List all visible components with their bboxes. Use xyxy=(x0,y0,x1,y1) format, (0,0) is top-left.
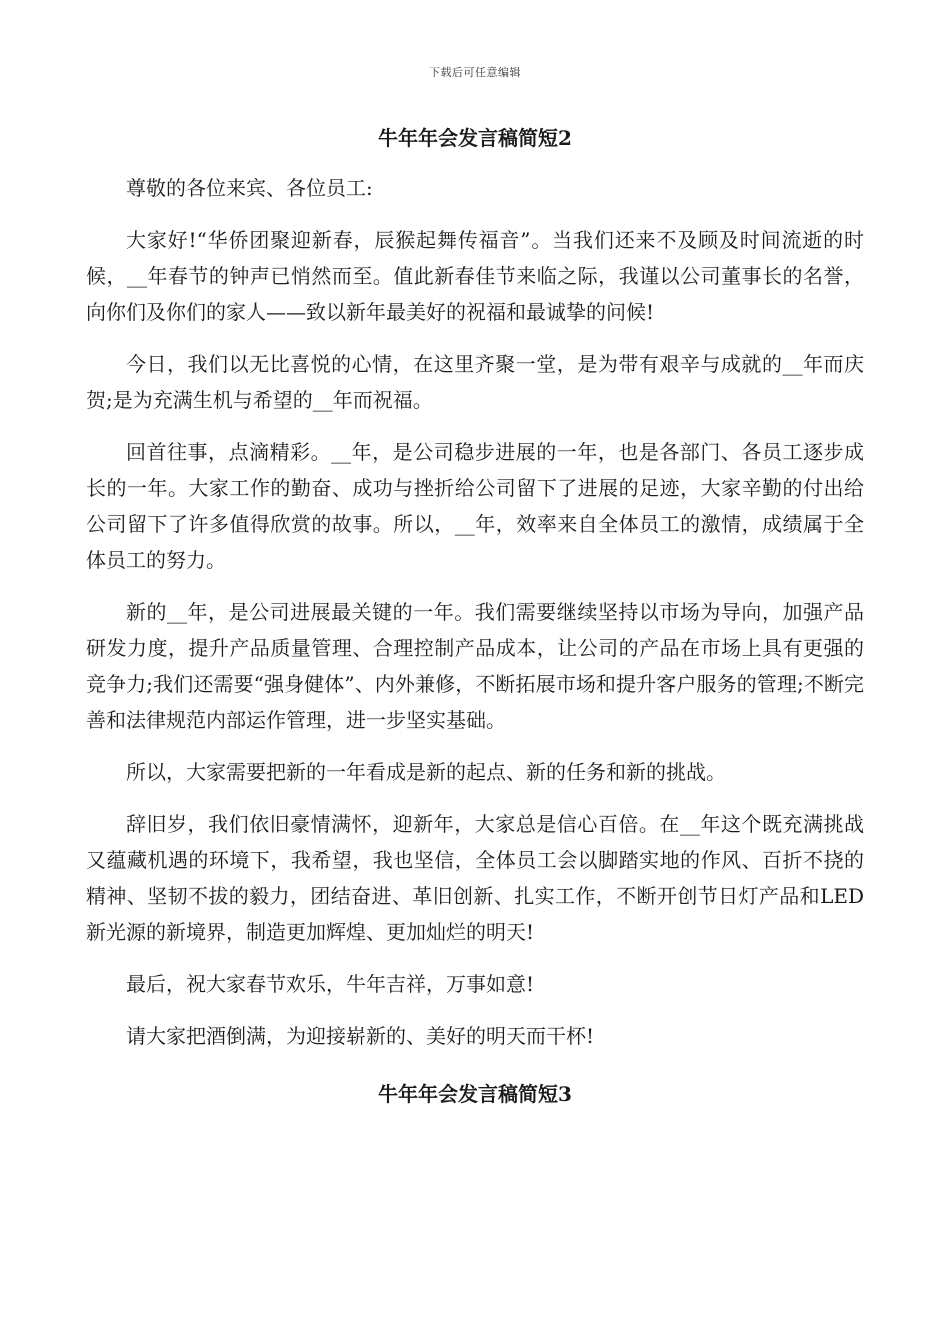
document-body xyxy=(86,118,864,1126)
salutation: 尊敬的各位来宾、各位员工: xyxy=(126,176,373,200)
header-note: 下载后可任意编辑 xyxy=(429,66,521,79)
paragraph: 大家好!“华侨团聚迎新春，辰猴起舞传福音”。当我们还来不及顾及时间流逝的时候，__年春节的钟声已悄然而至。值此新春佳节来临之际，我谨以公司董事长的名誉，向你们及你们的家人——致以新年最美好的祝福和最诚挚的问候! xyxy=(86,228,864,324)
paragraph: 最后，祝大家春节欢乐，牛年吉祥，万事如意! xyxy=(126,972,535,996)
paragraph: 请大家把酒倒满，为迎接崭新的、美好的明天而干杯! xyxy=(126,1024,595,1048)
paragraph: 辞旧岁，我们依旧豪情满怀，迎新年，大家总是信心百倍。在__年这个既充满挑战又蕴藏机遇的环境下，我希望，我也坚信，全体员工会以脚踏实地的作风、百折不挠的精神、坚韧不拔的毅力，团结奋进、革旧创新、扎实工作，不断开创节日灯产品和LED新光源的新境界，制造更加辉煌、更加灿烂的明天! xyxy=(86,812,864,944)
paragraph: 新的__年，是公司进展最关键的一年。我们需要继续坚持以市场为导向，加强产品研发力度，提升产品质量管理、合理控制产品成本，让公司的产品在市场上具有更强的竞争力;我们还需要“强身健体”、内外兼修，不断拓展市场和提升客户服务的管理;不断完善和法律规范内部运作管理，进一步坚实基础。 xyxy=(86,600,864,732)
paragraph: 今日，我们以无比喜悦的心情，在这里齐聚一堂，是为带有艰辛与成就的__年而庆贺;是为充满生机与希望的__年而祝福。 xyxy=(86,352,864,412)
paragraph: 所以，大家需要把新的一年看成是新的起点、新的任务和新的挑战。 xyxy=(126,760,726,784)
paragraph: 回首往事，点滴精彩。__年，是公司稳步进展的一年，也是各部门、各员工逐步成长的一年。大家工作的勤奋、成功与挫折给公司留下了进展的足迹，大家辛勤的付出给公司留下了许多值得欣赏的故事。所以，__年，效率来自全体员工的激情，成绩属于全体员工的努力。 xyxy=(86,440,864,572)
section-title: 牛年年会发言稿简短2 xyxy=(378,126,572,150)
section-title: 牛年年会发言稿简短3 xyxy=(378,1082,572,1106)
